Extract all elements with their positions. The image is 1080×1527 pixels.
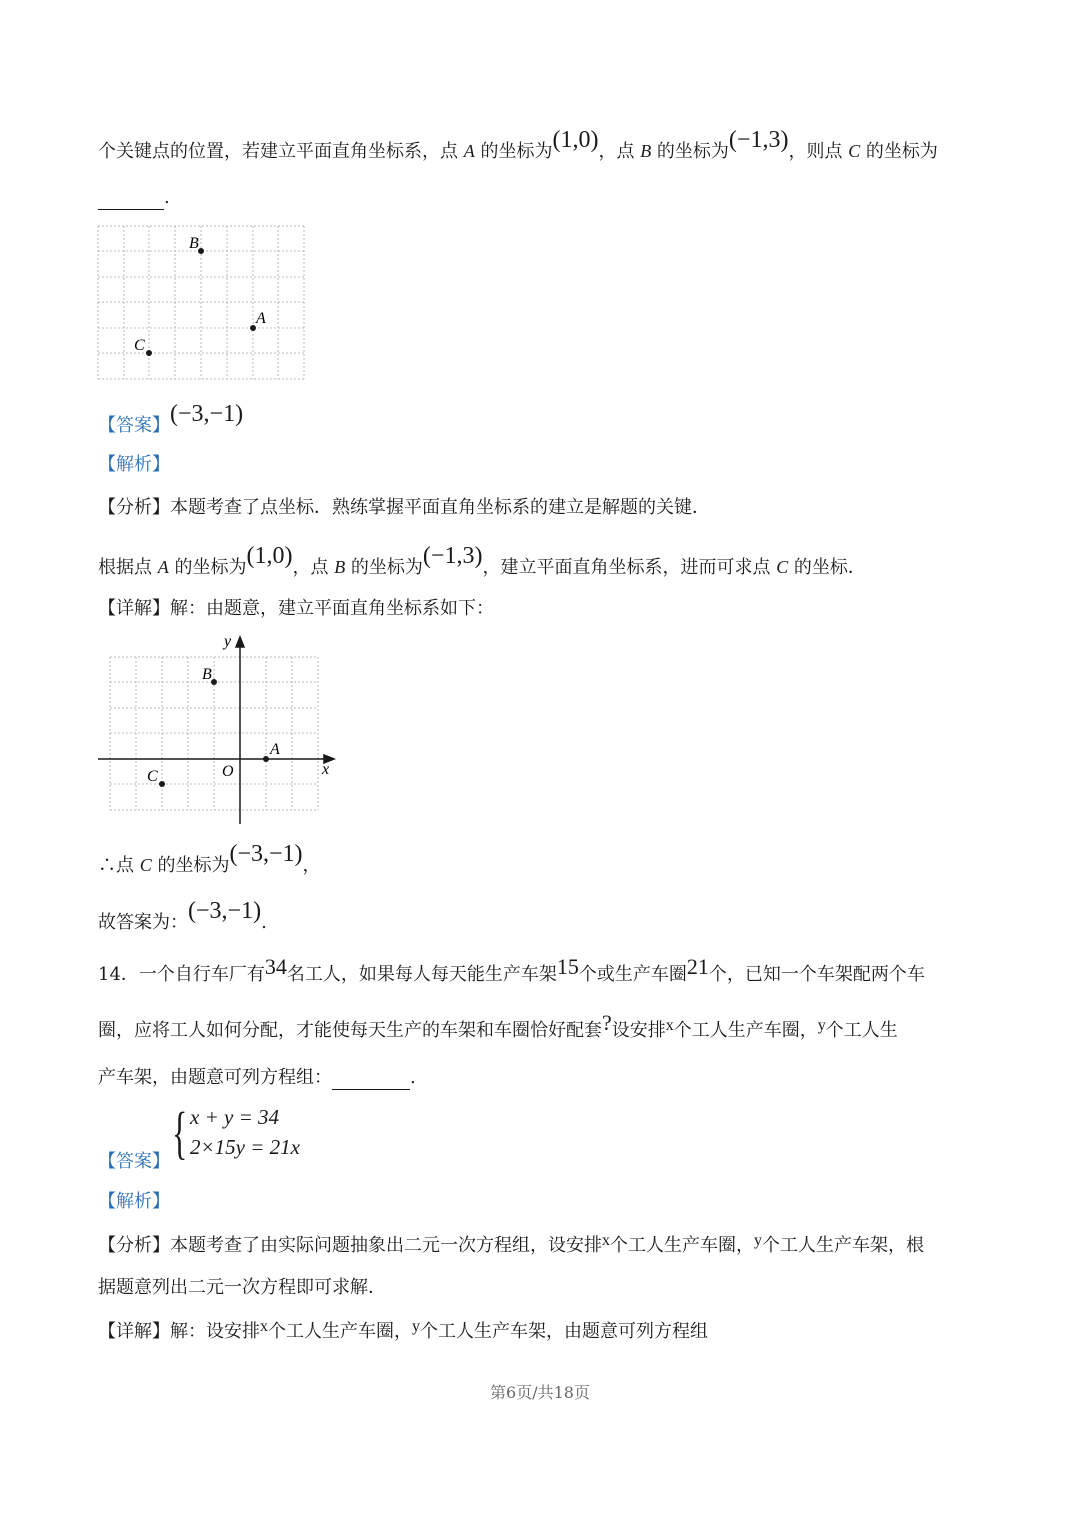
coord-a: (1,0) [552, 127, 599, 153]
label-y: y [224, 633, 232, 650]
q13-detail: 【详解】解：由题意，建立平面直角坐标系如下： [98, 598, 494, 619]
point-a [263, 756, 269, 762]
q13-analysis-tag: 【解析】 [98, 454, 170, 475]
label-a: A [256, 310, 266, 327]
q14-fenxi: 【分析】本题考查了由实际问题抽象出二元一次方程组，设安排x个工人生产车圈，y个工人生产车架，根 [98, 1232, 924, 1256]
q13-final: 故答案为：(−3,−1). [98, 898, 267, 933]
q13-stem-line1: 个关键点的位置，若建立平面直角坐标系，点 A 的坐标为(1,0)，点 B 的坐标为(−1,3)，则点 C 的坐标为 [98, 127, 938, 162]
q13-therefore: ∴点 C 的坐标为(−3,−1)， [98, 841, 321, 876]
label-o: O [222, 763, 234, 780]
point-c [159, 781, 165, 787]
label-c: C [147, 768, 158, 785]
q14-detail: 【详解】解：设安排x个工人生产车圈，y个工人生产车架，由题意可列方程组 [98, 1318, 708, 1342]
label-b: B [189, 235, 199, 252]
q14-fenxi-line2: 据题意列出二元一次方程即可求解． [98, 1277, 386, 1298]
point-c [146, 350, 152, 356]
brace-icon: { [172, 1100, 188, 1165]
label-x: x [322, 761, 330, 778]
q14-stem-line3: 产车架，由题意可列方程组： . [98, 1067, 416, 1088]
q14-stem-line2: 圈，应将工人如何分配，才能使每天生产的车架和车圈恰好配套?设安排x个工人生产车圈，y个工人生 [98, 1010, 898, 1041]
label-a: A [270, 741, 280, 758]
answer-blank [332, 1071, 410, 1090]
axes [98, 637, 334, 824]
q13-answer-line [98, 401, 244, 438]
answer-blank [98, 191, 164, 210]
q13-fenxi: 【分析】本题考查了点坐标．熟练掌握平面直角坐标系的建立是解题的关键． [98, 497, 710, 518]
equation-2: 2×15y = 21x [190, 1135, 300, 1159]
q14-stem-line1: 14．一个自行车厂有34名工人，如果每人每天能生产车架15个或生产车圈21个，已知一个车架配两个车 [98, 954, 925, 985]
label-c: C [134, 337, 145, 354]
point-b [211, 679, 217, 685]
q13-blank-line: . [98, 186, 170, 210]
label-b: B [202, 666, 212, 683]
point-b [198, 248, 204, 254]
answer-tag: 【答案】 [98, 415, 170, 436]
grid-figure-1 [96, 222, 310, 382]
coordinate-figure-2 [96, 630, 342, 826]
q13-reason: 根据点 A 的坐标为(1,0)，点 B 的坐标为(−1,3)，建立平面直角坐标系，进而可求点 C 的坐标． [98, 543, 866, 578]
answer-value: (−3,−1) [170, 401, 244, 427]
q14-analysis-tag: 【解析】 [98, 1191, 170, 1212]
q14-answer-tag: 【答案】 [98, 1151, 170, 1172]
equation-1: x + y = 34 [190, 1105, 279, 1129]
coord-b: (−1,3) [728, 127, 789, 153]
page-footer: 第6页/共18页 [490, 1383, 590, 1402]
